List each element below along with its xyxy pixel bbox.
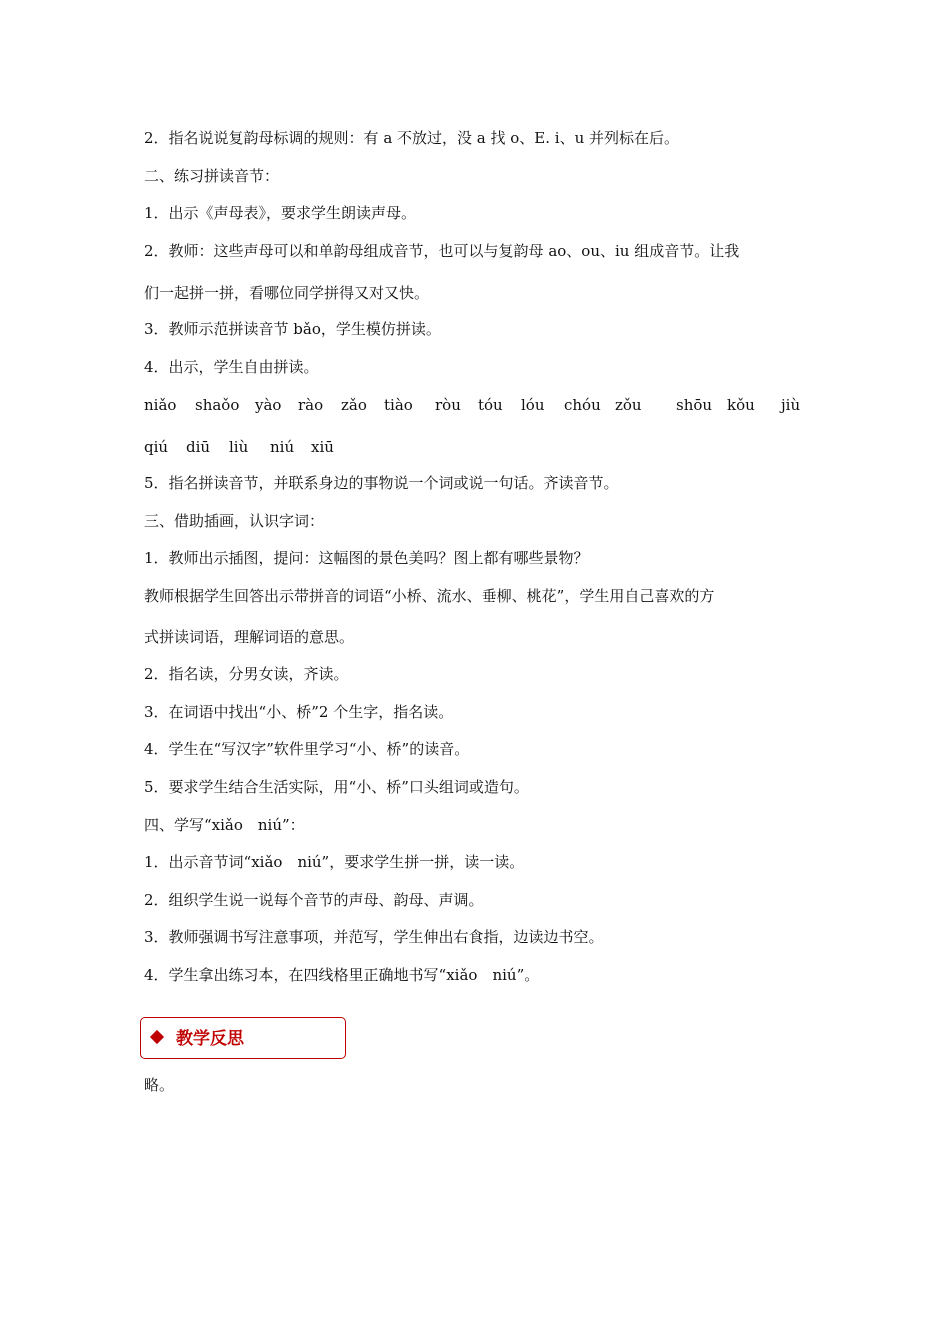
paragraph-illus-step-5: 5．要求学生结合生活实际，用“小、桥”口头组词或造句。	[144, 778, 529, 796]
paragraph-illus-teacher: 教师根据学生回答出示带拼音的词语“小桥、流水、垂柳、桃花”，学生用自己喜欢的方	[144, 587, 715, 605]
diamond-icon	[150, 1030, 164, 1044]
reflection-text: 略。	[144, 1076, 175, 1094]
paragraph-illus-step-1: 1．教师出示插图，提问：这幅图的景色美吗？图上都有哪些景物？	[144, 549, 589, 567]
pinyin-syllable: shōu	[676, 396, 713, 414]
heading-write-pinyin: 四、学写“xiǎo niú”：	[144, 816, 305, 834]
paragraph-step-5: 5．指名拼读音节，并联系身边的事物说一个词或说一句话。齐读音节。	[144, 474, 619, 492]
paragraph-write-step-1: 1．出示音节词“xiǎo niú”，要求学生拼一拼，读一读。	[144, 853, 525, 871]
pinyin-syllable: tóu	[478, 396, 503, 414]
heading-practice-syllables: 二、练习拼读音节：	[144, 167, 280, 185]
pinyin-syllable: lóu	[521, 396, 545, 414]
pinyin-syllable: rào	[298, 396, 324, 414]
paragraph-tone-rule: 2．指名说说复韵母标调的规则：有 a 不放过，没 a 找 o、E. i、u 并列标在后。	[144, 129, 680, 147]
pinyin-syllable: qiú	[144, 438, 169, 456]
section-header-reflection	[140, 1017, 346, 1059]
section-title: 教学反思	[176, 1029, 244, 1049]
pinyin-syllable: tiào	[384, 396, 413, 414]
paragraph-step-4: 4．出示，学生自由拼读。	[144, 358, 319, 376]
paragraph-illus-step-4: 4．学生在“写汉字”软件里学习“小、桥”的读音。	[144, 740, 470, 758]
paragraph-step-1: 1．出示《声母表》，要求学生朗读声母。	[144, 204, 417, 222]
pinyin-syllable: ròu	[435, 396, 461, 414]
heading-illustration: 三、借助插画，认识字词：	[144, 512, 325, 530]
pinyin-syllable: kǒu	[727, 396, 755, 414]
pinyin-syllable: xiū	[311, 438, 334, 456]
paragraph-write-step-3: 3．教师强调书写注意事项，并范写，学生伸出右食指，边读边书空。	[144, 928, 604, 946]
pinyin-syllable: shaǒo	[195, 396, 240, 414]
pinyin-syllable: zǒu	[615, 396, 642, 414]
pinyin-syllable: niú	[270, 438, 295, 456]
pinyin-syllable: zǎo	[341, 396, 367, 414]
pinyin-syllable: diū	[186, 438, 211, 456]
paragraph-write-step-2: 2．组织学生说一说每个音节的声母、韵母、声调。	[144, 891, 484, 909]
paragraph-step-3: 3．教师示范拼读音节 bǎo，学生模仿拼读。	[144, 320, 441, 338]
pinyin-syllable: liù	[229, 438, 249, 456]
paragraph-illus-teacher-cont: 式拼读词语，理解词语的意思。	[144, 628, 355, 646]
paragraph-illus-step-3: 3．在词语中找出“小、桥”2 个生字，指名读。	[144, 703, 454, 721]
pinyin-syllable: jiù	[781, 396, 801, 414]
pinyin-syllable: niǎo	[144, 396, 177, 414]
paragraph-illus-step-2: 2．指名读，分男女读，齐读。	[144, 665, 349, 683]
pinyin-syllable: yào	[255, 396, 282, 414]
paragraph-step-2: 2．教师：这些声母可以和单韵母组成音节，也可以与复韵母 ao、ou、iu 组成音节。让我	[144, 242, 740, 260]
paragraph-write-step-4: 4．学生拿出练习本，在四线格里正确地书写“xiǎo niú”。	[144, 966, 540, 984]
paragraph-step-2-cont: 们一起拼一拼，看哪位同学拼得又对又快。	[144, 284, 430, 302]
pinyin-syllable: chóu	[564, 396, 601, 414]
